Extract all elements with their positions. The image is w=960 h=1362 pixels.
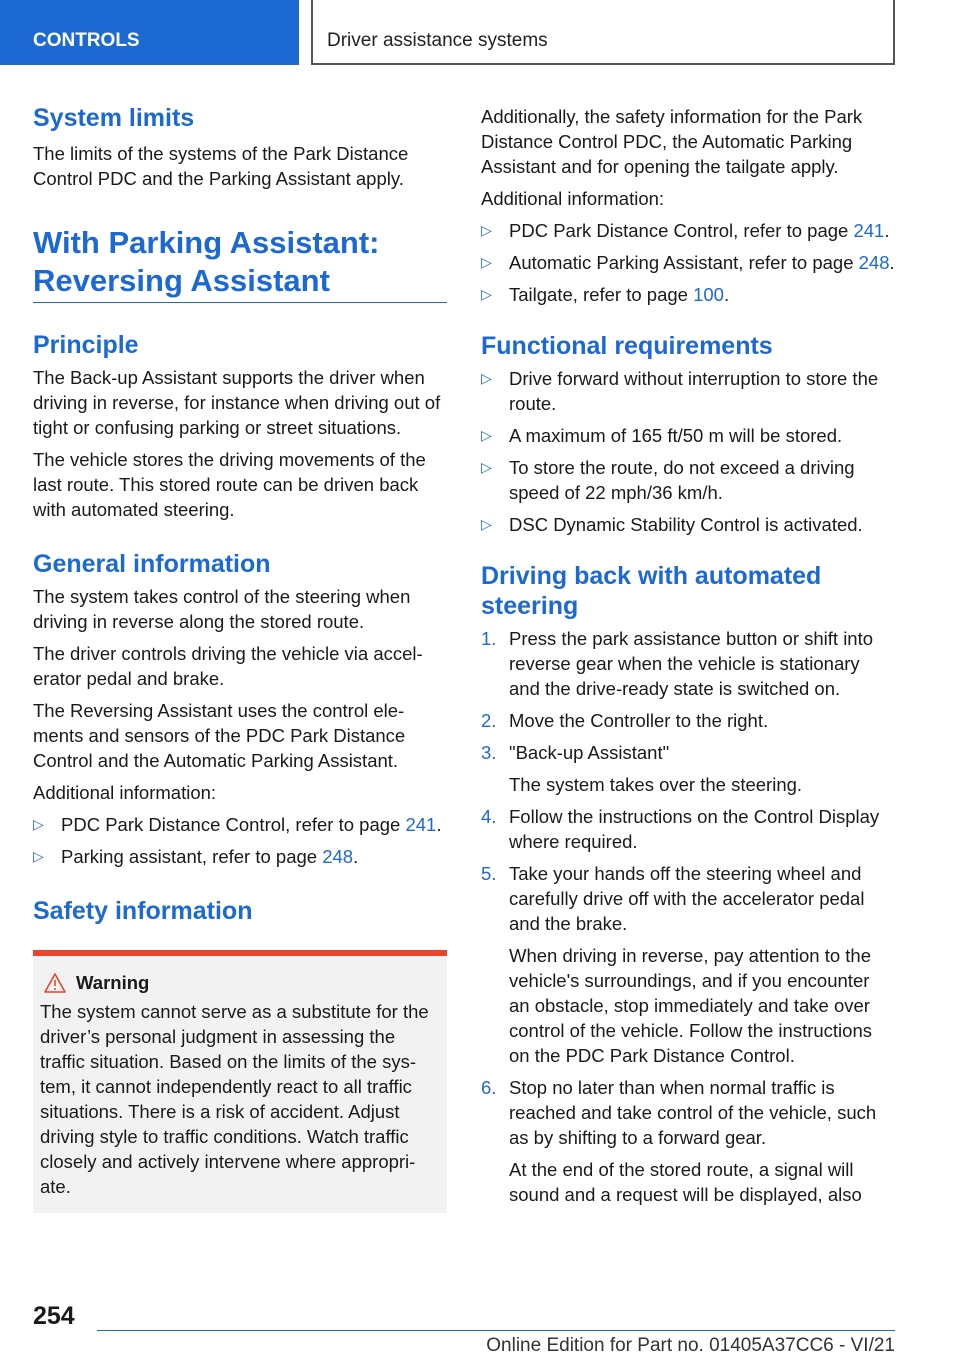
general-info-text-2: The driver controls driving the vehicle via accel-erator pedal and brake.: [33, 643, 423, 689]
system-limits-heading: System limits: [33, 104, 195, 132]
principle-text-2: The vehicle stores the driving movements of the last route. This stored route can be driven back with automated steering.: [33, 449, 426, 520]
driving-back-steps: [481, 626, 895, 1207]
step-item: 1. Press the park assistance button or shift into reverse gear when the vehicle is stationary and the drive-ready state is switched on.: [481, 628, 874, 699]
driving-back-heading: Driving back with automated steering: [481, 562, 822, 620]
triangle-bullet-icon: ▷: [481, 516, 492, 532]
list-item: ▷ PDC Park Distance Control, refer to page 241.: [481, 220, 890, 241]
list-item: ▷ Drive forward without interruption to store the route.: [481, 368, 879, 414]
section-label: CONTROLS: [33, 30, 140, 51]
edition-footer: Online Edition for Part no. 01405A37CC6 - VI/21: [486, 1335, 895, 1356]
general-info-text-1: The system takes control of the steering when driving in reverse along the stored route.: [33, 586, 411, 632]
main-heading: [33, 224, 447, 303]
main-heading-line2: Reversing Assistant: [33, 263, 330, 298]
additional-info-list: [481, 218, 895, 307]
page-link[interactable]: 241: [853, 220, 885, 241]
triangle-bullet-icon: ▷: [481, 222, 492, 238]
triangle-bullet-icon: ▷: [481, 286, 492, 302]
triangle-bullet-icon: ▷: [33, 816, 44, 832]
list-item: ▷ DSC Dynamic Stability Control is activated.: [481, 514, 863, 535]
step-note: The system takes over the steering.: [509, 774, 803, 795]
chapter-title: Driver assistance systems: [327, 30, 548, 51]
step-number: 1.: [481, 628, 497, 649]
step-item: 3. "Back-up Assistant" The system takes over the steering.: [481, 740, 895, 797]
step-number: 2.: [481, 710, 497, 731]
main-heading-line1: With Parking Assistant:: [33, 225, 380, 260]
functional-requirements-heading: Functional requirements: [481, 332, 773, 360]
page-number: 254: [33, 1302, 75, 1330]
triangle-bullet-icon: ▷: [33, 848, 44, 864]
step-note: At the end of the stored route, a signal will sound and a request will be displayed, also: [509, 1159, 862, 1205]
list-item: ▷ To store the route, do not exceed a driving speed of 22 mph/36 km/h.: [481, 457, 855, 503]
warning-title: [40, 970, 441, 995]
step-number: 6.: [481, 1077, 497, 1098]
footer-divider: [97, 1330, 895, 1331]
triangle-bullet-icon: ▷: [481, 459, 492, 475]
principle-text-1: The Back-up Assistant supports the driver when driving in reverse, for instance when driving out of tight or confusing parking or street situations.: [33, 367, 441, 438]
list-item: ▷ Tailgate, refer to page 100.: [481, 284, 730, 305]
step-item: 6. Stop no later than when normal traffic is reached and take control of the vehicle, such as by shifting to a forward gear. At the end of the stored route, a signal will sound and a request will be displayed, also: [481, 1075, 895, 1207]
triangle-bullet-icon: ▷: [481, 370, 492, 386]
page-link[interactable]: 248: [858, 252, 890, 273]
triangle-bullet-icon: ▷: [481, 427, 492, 443]
page-link[interactable]: 241: [405, 814, 437, 835]
additional-info-label: Additional information:: [33, 782, 217, 803]
safety-intro-text: Additionally, the safety information for the Park Distance Control PDC, the Automatic Parking Assistant and for opening the tailgate apply.: [481, 106, 863, 177]
chapter-header: [311, 0, 895, 65]
warning-label: Warning: [76, 972, 150, 993]
warning-text: The system cannot serve as a substitute for the driver’s personal judgment in assessing the traffic situation. Based on the limits of the sys-tem, it cannot independently react to all traffic situations. There is a risk of accident. Adjust driving style to traffic conditions. Watch traffic closely and actively intervene where appropri-ate.: [40, 1001, 429, 1197]
general-info-heading: General information: [33, 550, 271, 578]
section-tab: [0, 0, 299, 65]
list-item: ▷ PDC Park Distance Control, refer to page 241.: [33, 814, 442, 835]
left-column: [33, 100, 447, 1213]
list-item: ▷ Automatic Parking Assistant, refer to page 248.: [481, 252, 895, 273]
step-item: 2. Move the Controller to the right.: [481, 710, 769, 731]
additional-info-label: Additional information:: [481, 188, 665, 209]
system-limits-text: The limits of the systems of the Park Distance Control PDC and the Parking Assistant apply.: [33, 143, 409, 189]
step-number: 4.: [481, 806, 497, 827]
warning-triangle-icon: [44, 973, 66, 993]
additional-info-list: [33, 812, 447, 869]
step-item: 5. Take your hands off the steering wheel and carefully drive off with the accelerator pedal and the brake. When driving in reverse, pay attention to the vehicle's surroundings, and if you encounter an obstacle, stop immediately and take over control of the vehicle. Follow the instructions on the PDC Park Distance Control.: [481, 861, 895, 1068]
step-number: 5.: [481, 863, 497, 884]
functional-requirements-list: [481, 366, 895, 537]
general-info-text-3: The Reversing Assistant uses the control ele-ments and sensors of the PDC Park Distance Control and the Automatic Parking Assistant.: [33, 700, 406, 771]
list-item: ▷ A maximum of 165 ft/50 m will be stored.: [481, 425, 843, 446]
step-number: 3.: [481, 742, 497, 763]
safety-info-heading: Safety information: [33, 897, 253, 925]
step-item: 4. Follow the instructions on the Control Display where required.: [481, 806, 880, 852]
page-link[interactable]: 100: [693, 284, 724, 305]
principle-heading: Principle: [33, 331, 139, 359]
right-column: [481, 104, 895, 1214]
page-link[interactable]: 248: [322, 846, 354, 867]
list-item: ▷ Parking assistant, refer to page 248.: [33, 846, 359, 867]
step-note: When driving in reverse, pay attention to the vehicle's surroundings, and if you encounter an obstacle, stop immediately and take over control of the vehicle. Follow the instructions on the PDC Park Distance Control.: [509, 945, 872, 1066]
warning-box: [33, 950, 447, 1213]
triangle-bullet-icon: ▷: [481, 254, 492, 270]
